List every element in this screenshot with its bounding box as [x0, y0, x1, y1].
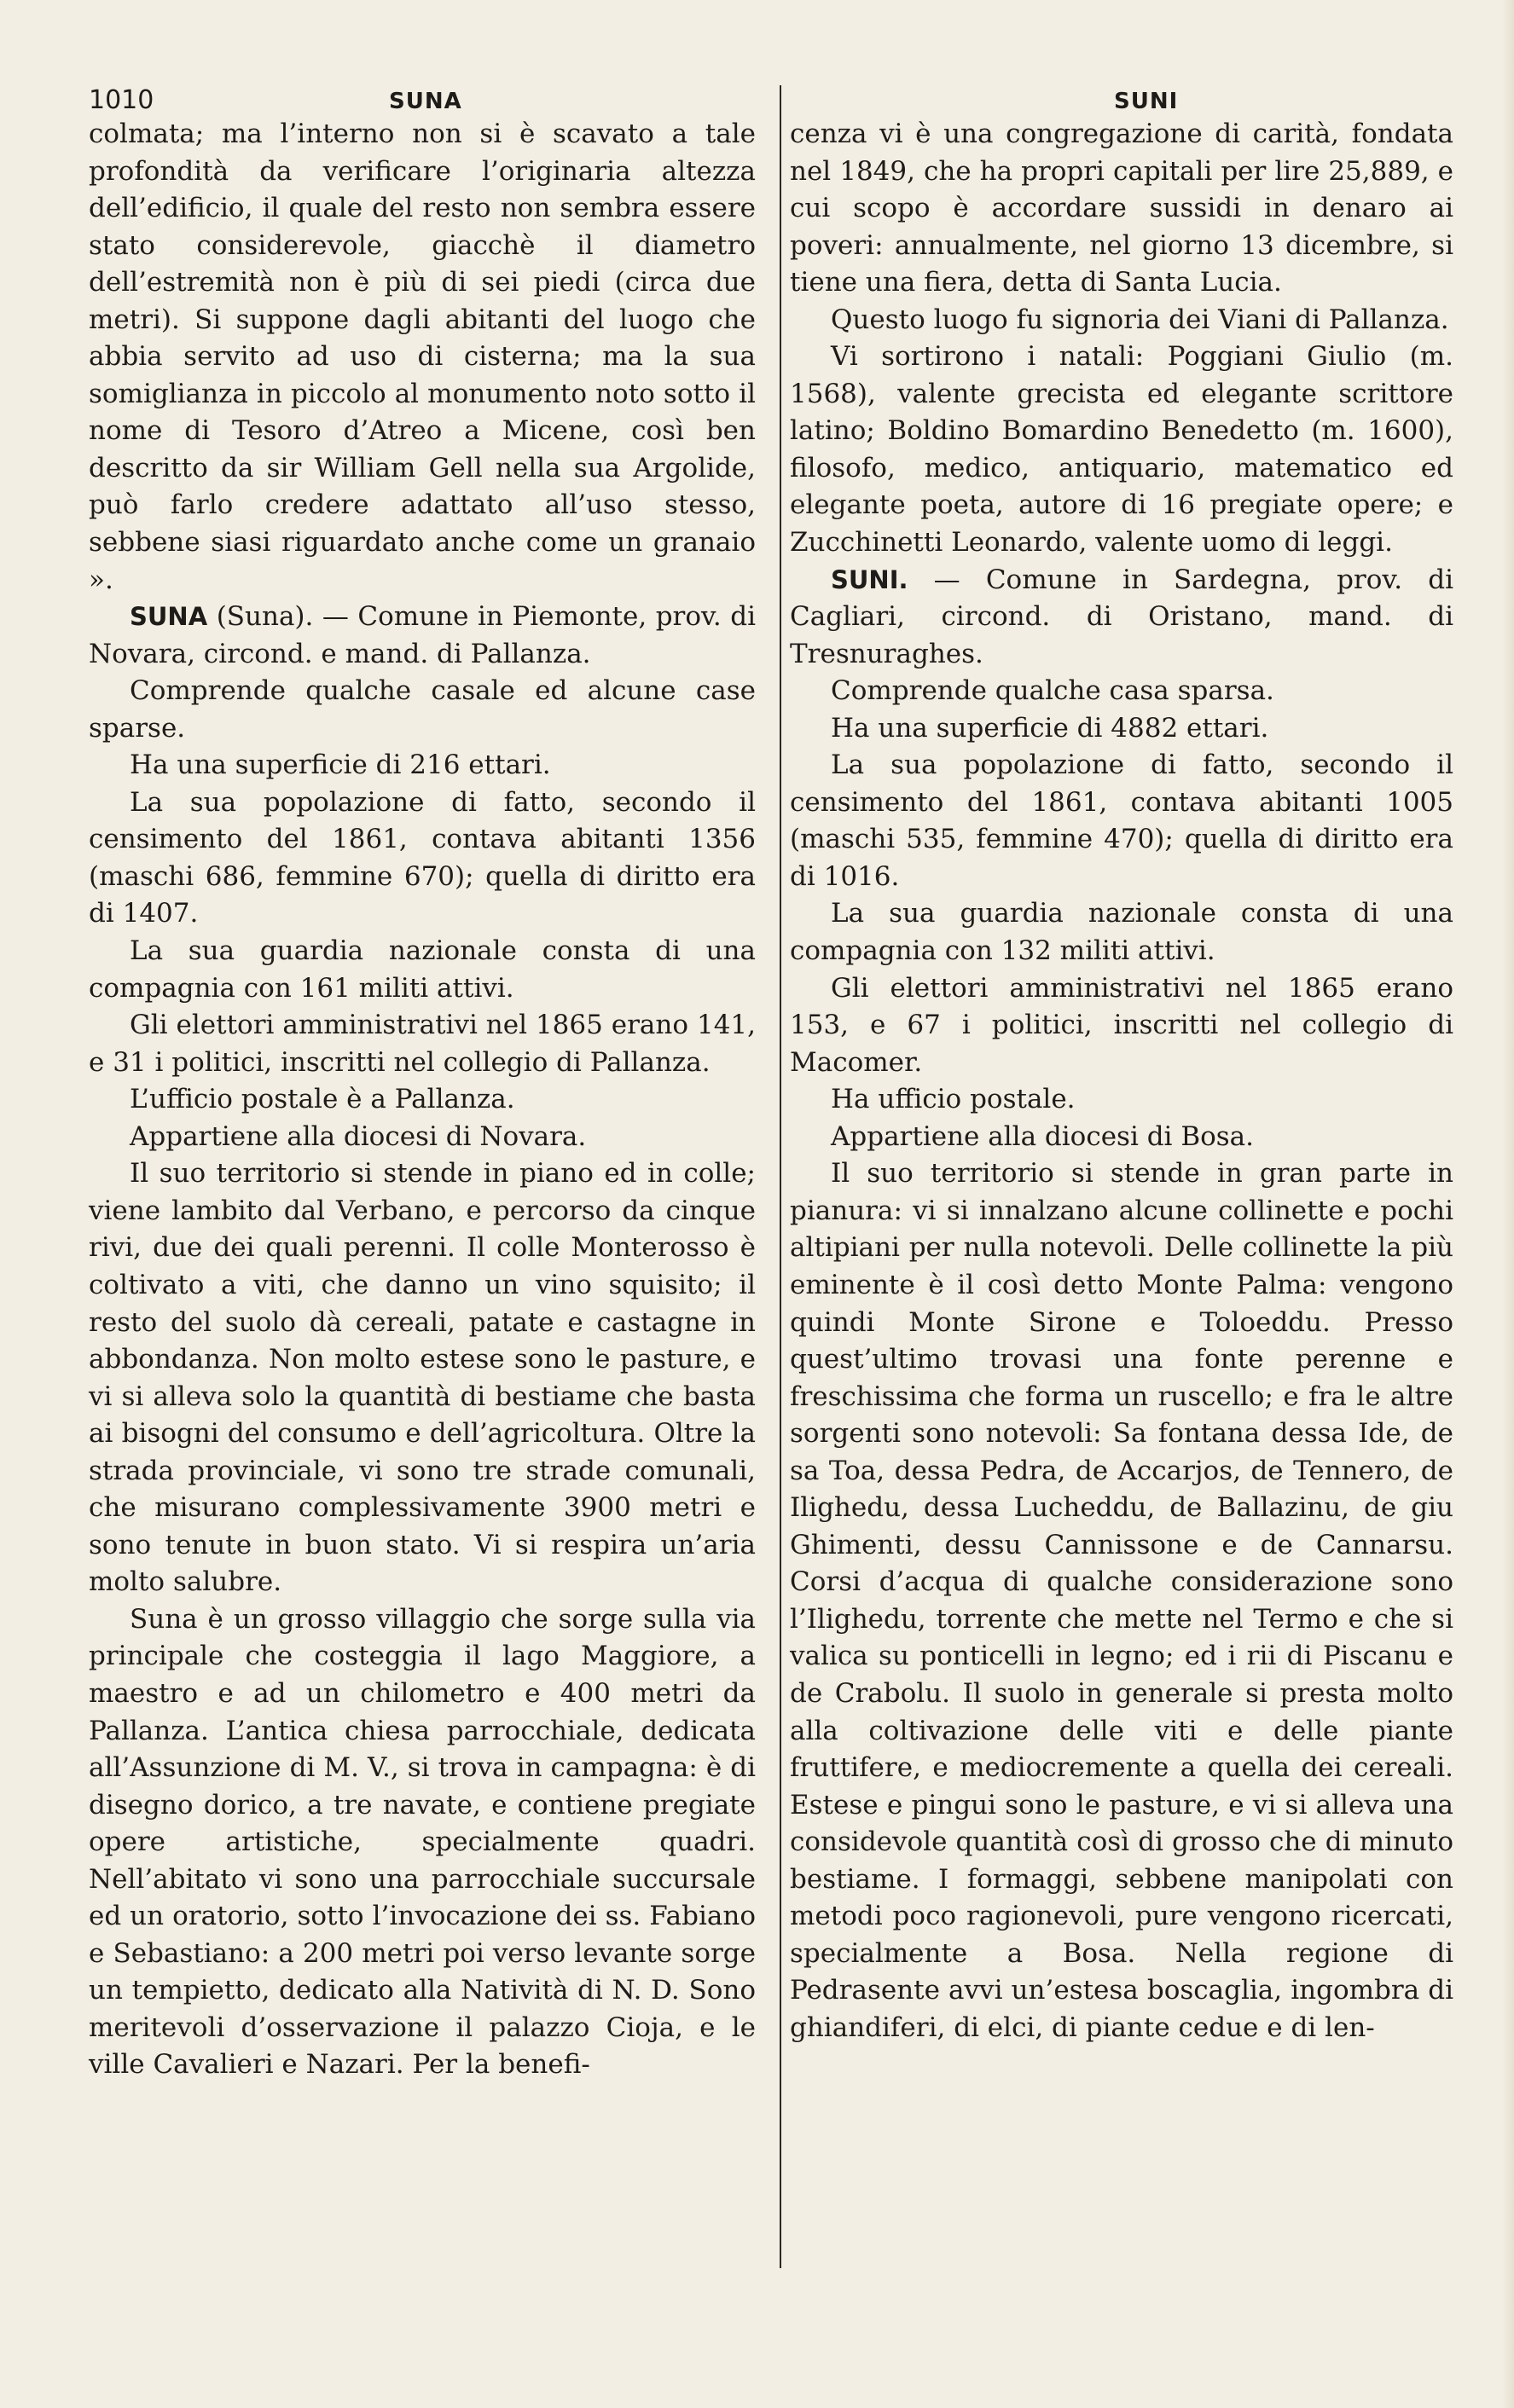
right-running-head: SUNI — [1114, 89, 1179, 114]
paragraph: Comprende qualche casale ed alcune case sparse. — [89, 675, 756, 744]
left-column — [89, 116, 756, 2084]
paragraph: La sua guardia nazionale consta di una compagnia con 161 militi attivi. — [89, 935, 756, 1004]
paragraph: Gli elettori amministrativi nel 1865 erano 153, e 67 i politici, inscritti nel collegio di Macomer. — [790, 972, 1453, 1078]
running-header — [89, 81, 1453, 119]
paragraph: Gli elettori amministrativi nel 1865 erano 141, e 31 i politici, inscritti nel collegio di Pallanza. — [89, 1010, 756, 1078]
paragraph: L’ufficio postale è a Pallanza. — [130, 1084, 515, 1115]
right-column — [790, 116, 1453, 2046]
paragraph: Vi sortirono i natali: Poggiani Giulio (m. 1568), valente grecista ed elegante scrittore latino; Boldino Bomardino Benedetto (m. 1600), filosofo, medico, antiquario, matematico ed elegante poeta, autore di 16 pregiate opere; e Zucchinetti Leonardo, valente uomo di leggi. — [790, 341, 1453, 559]
paragraph: Questo luogo fu signoria dei Viani di Pallanza. — [831, 304, 1449, 335]
paragraph: Il suo territorio si stende in gran parte in pianura: vi si innalzano alcune collinette e pochi altipiani per nulla notevoli. Delle collinette la più eminente è il così detto Monte Palma: vengono quindi Monte Sirone e Toloeddu. Presso quest’ultimo trovasi una fonte perenne e freschissima che forma un ruscello; e fra le altre sorgenti sono notevoli: Sa fontana dessa Ide, de sa Toa, dessa Pedra, de Accarjos, de Tennero, de Ilighedu, dessa Lucheddu, de Ballazinu, de giu Ghimenti, dessu Cannissone e de Cannarsu. Corsi d’acqua di qualche considerazione sono l’Ilighedu, torrente che mette nel Termo e che si valica su ponticelli in legno; ed i rii di Piscanu e de Crabolu. Il suolo in generale si presta molto alla coltivazione delle viti e delle piante fruttifere, e mediocremente a quella dei cereali. Estese e pingui sono le pasture, e vi si alleva una considevole quantità così di grosso che di minuto bestiame. I formaggi, sebbene manipolati con metodi poco ragionevoli, pure vengono ricercati, specialmente a Bosa. Nella regione di Pedrasente avvi un’estesa boscaglia, ingombra di ghiandiferi, di elci, di piante cedue e di len- — [790, 1158, 1453, 2043]
paragraph: cenza vi è una congregazione di carità, fondata nel 1849, che ha propri capitali per lire 25,889, e cui scopo è accordare sussidi in denaro ai poveri: annualmente, nel giorno 13 dicembre, si tiene una fiera, detta di Santa Lucia. — [790, 119, 1453, 298]
entry-heading-suni: SUNI. — [831, 564, 908, 594]
entry-suni — [790, 562, 1453, 674]
entry-intro: — Comune in Sardegna, prov. di Cagliari, circond. di Oristano, mand. di Tresnuraghes. — [790, 564, 1453, 669]
paragraph: Appartiene alla diocesi di Bosa. — [831, 1120, 1255, 1152]
column-divider — [780, 85, 781, 2268]
left-running-head: SUNA — [389, 89, 462, 114]
paragraph: Ha ufficio postale. — [831, 1084, 1076, 1115]
paragraph: La sua popolazione di fatto, secondo il censimento del 1861, contava abitanti 1005 (maschi 535, femmine 470); quella di diritto era di 1016. — [790, 750, 1453, 892]
paragraph: Comprende qualche casa sparsa. — [831, 675, 1274, 707]
page-number: 1010 — [89, 85, 154, 115]
paragraph: colmata; ma l’interno non si è scavato a tale profondità da verificare l’originaria altezza dell’edificio, il quale del resto non sembra essere stato considerevole, giacchè il diametro dell’estremità non è più di sei piedi (circa due metri). Si suppone dagli abitanti del luogo che abbia servito ad uso di cisterna; ma la sua somiglianza in piccolo al monumento noto sotto il nome di Tesoro d’Atreo a Micene, così ben descritto da sir William Gell nella sua Argolide, può farlo credere adattato all’uso stesso, sebbene siasi riguardato anche come un granaio ». — [89, 119, 756, 595]
entry-heading-suna: SUNA — [130, 602, 208, 632]
paragraph: Ha una superficie di 216 ettari. — [130, 750, 551, 781]
paragraph: La sua guardia nazionale consta di una compagnia con 132 militi attivi. — [790, 898, 1453, 967]
paragraph: Il suo territorio si stende in piano ed in colle; viene lambito dal Verbano, e percorso da cinque rivi, due dei quali perenni. Il colle Monterosso è coltivato a viti, che danno un vino squisito; il resto del suolo dà cereali, patate e castagne in abbondanza. Non molto estese sono le pasture, e vi si alleva solo la quantità di bestiame che basta ai bisogni del consumo e dell’agricoltura. Oltre la strada provinciale, vi sono tre strade comunali, che misurano complessivamente 3900 metri e sono tenute in buon stato. Vi si respira un’aria molto salubre. — [89, 1158, 756, 1598]
entry-intro: (Suna). — Comune in Piemonte, prov. di Novara, circond. e mand. di Pallanza. — [89, 601, 757, 669]
paragraph: La sua popolazione di fatto, secondo il censimento del 1861, contava abitanti 1356 (maschi 686, femmine 670); quella di diritto era di 1407. — [89, 786, 756, 929]
paragraph: Appartiene alla diocesi di Novara. — [130, 1120, 587, 1152]
paragraph: Suna è un grosso villaggio che sorge sulla via principale che costeggia il lago Maggiore, a maestro e ad un chilometro e 400 metri da Pallanza. L’antica chiesa parrocchiale, dedicata all’Assunzione di M. V., si trova in campagna: è di disegno dorico, a tre navate, e contiene pregiate opere artistiche, specialmente quadri. Nell’abitato vi sono una parrocchiale succursale ed un oratorio, sotto l’invocazione dei ss. Fabiano e Sebastiano: a 200 metri poi verso levante sorge un tempietto, dedicato alla Natività di N. D. Sono meritevoli d’osservazione il palazzo Cioja, e le ville Cavalieri e Nazari. Per la benefi- — [89, 1603, 756, 2081]
entry-suna — [89, 599, 756, 673]
page-edge — [1502, 0, 1514, 2408]
paragraph: Ha una superficie di 4882 ettari. — [831, 712, 1269, 744]
